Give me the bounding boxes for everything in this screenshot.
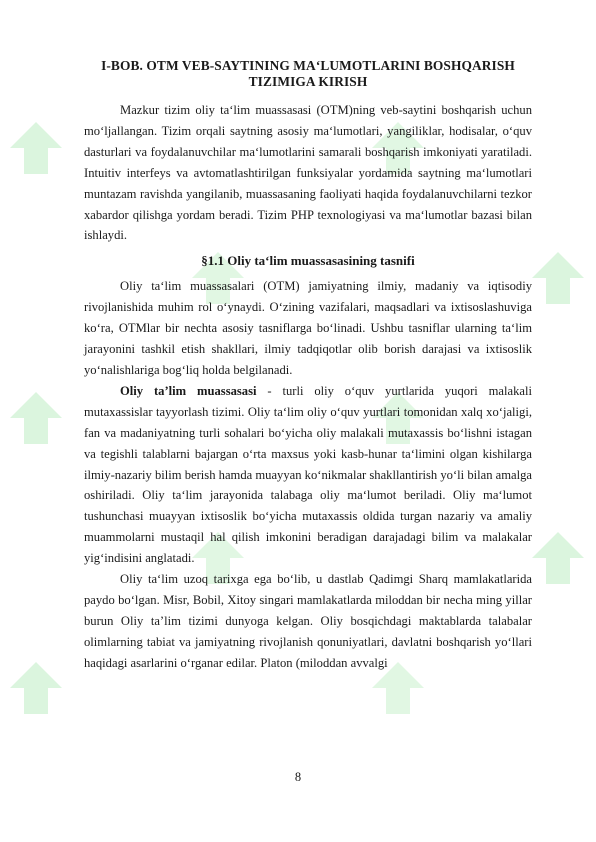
intro-paragraph: Mazkur tizim oliy ta‘lim muassasasi (OTM)ning veb-saytini boshqarish uchun mo‘ljallangan. Tizim orqali saytning asosiy ma‘lumotlari, yangiliklar, hodisalar, o‘quv dasturlari va foydalanuvchilar ma‘lumotlarini samarali boshqarish imkoniyati yaratiladi. Intuitiv interfeys va avtomatlashtirilgan funksiyalar yordamida saytning ma‘lumotlari muntazam ravishda yangilanib, muassasaning faoliyati haqida foydalanuvchilarni tezkor xabardor qilishga yordam beradi. Tizim PHP texnologiyasi va ma‘lumotlar bazasi bilan ishlaydi. (84, 103, 532, 243)
watermark-arrow-icon (8, 660, 64, 716)
paragraph: Oliy ta‘lim uzoq tarixga ega bo‘lib, u dastlab Qadimgi Sharq mamlakatlarida paydo bo‘lgan. Misr, Bobil, Xitoy singari mamlakatlarda miloddan bir necha ming yillar burun Oliy ta’lim tizimi dunyoga kelgan. Oliy bosqichdagi maktablarda talabalar olimlarning tabiat va jamiyatning rivojlanish qonuniyatlari, davlatni boshqarish yo‘llari haqidagi asarlarini o‘rganar edilar. Platon (miloddan avvalgi (84, 572, 532, 670)
watermark-arrow-icon (530, 250, 586, 306)
watermark-arrow-icon (8, 390, 64, 446)
page-body (84, 58, 532, 674)
page-number: 8 (294, 770, 302, 784)
paragraph-definition (84, 381, 532, 569)
defined-term: Oliy ta’lim muassasasi (120, 383, 257, 398)
chapter-title: I-BOB. OTM VEB-SAYTINING MA‘LUMOTLARINI BOSHQARISH TIZIMIGA KIRISH (101, 58, 515, 89)
watermark-arrow-icon (530, 530, 586, 586)
definition-text: - turli oliy o‘quv yurtlarida yuqori malakali mutaxassislar tayyorlash tizimi. Oliy ta‘lim oliy o‘quv yurtlari tomonidan xalq xo‘jaligi, fan va madaniyatning turli sohalari bo‘yicha oliy malakali mutaxassis bo‘lishni istagan va tegishli talablarni bajargan o‘rta maxsus yoki kasb-hunar ta‘limini olgan kishilarga ilmiy-nazariy bilim berish hamda muayyan ko‘nikmalar shakllantirish yo‘li bilan amalga oshiriladi. Oliy ta‘lim jarayonida talabaga oliy ma‘lumot beriladi. Oliy ma‘lumot tushunchasi muayyan ixtisoslik bo‘yicha mutaxassis oldida turgan nazariy va amaliy muammolarni mustaqil hal qilish imkonini beradigan darajadagi bilim va malakalar yig‘indisini anglatadi. (84, 383, 533, 566)
paragraph: Oliy ta‘lim muassasalari (OTM) jamiyatning ilmiy, madaniy va iqtisodiy rivojlanishida muhim rol o‘ynaydi. O‘zining vazifalari, maqsadlari va ixtisoslashuviga ko‘ra, OTMlar bir nechta asosiy tasniflarga bo‘linadi. Ushbu tasniflar ularning ta‘lim jarayonini tashkil etish shakllari, ilmiy tadqiqotlar olib borish darajasi va ixtisoslik yo‘nalishlariga bog‘liq holda belgilanadi. (84, 279, 532, 377)
watermark-arrow-icon (8, 120, 64, 176)
section-title: §1.1 Oliy ta‘lim muassasasining tasnifi (201, 253, 415, 269)
